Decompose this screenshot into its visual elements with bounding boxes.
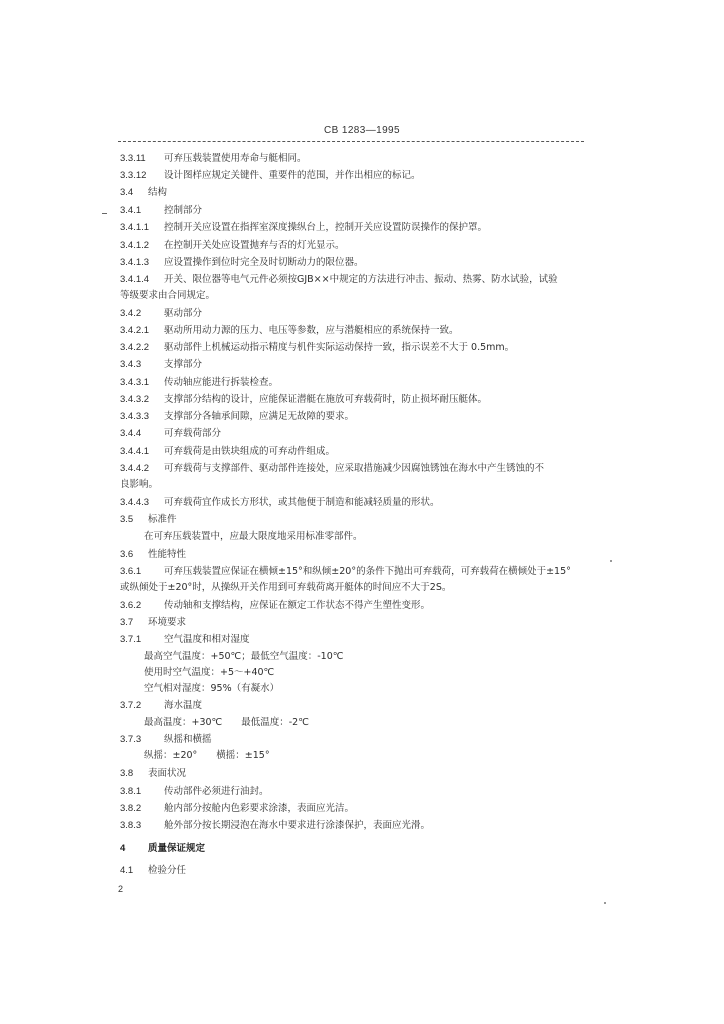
clause-text: 在控制开关处应设置抛弃与否的灯光显示。: [164, 240, 345, 251]
clause-line: [120, 359, 202, 371]
margin-mark: [102, 213, 107, 214]
clause-number: 3.8.2: [120, 803, 142, 814]
clause-line: [120, 734, 212, 746]
clause-text: 舱外部分按长期浸泡在海水中要求进行涂漆保护，表面应光滑。: [164, 820, 431, 831]
clause-number: 3.7: [120, 617, 134, 628]
clause-text: 支撑部分各轴承间隙，应满足无故障的要求。: [164, 411, 355, 422]
clause-text: 应设置操作到位时完全及时切断动力的限位器。: [164, 257, 364, 268]
clause-text: 可弃压载装置使用寿命与艇相同。: [164, 153, 307, 164]
clause-number: 3.4.1.3: [120, 257, 150, 268]
clause-number: 3.8: [120, 768, 134, 779]
clause-text: 传动轴和支撑结构，应保证在额定工作状态不得产生塑性变形。: [164, 600, 431, 611]
clause-number: 3.8.1: [120, 786, 142, 797]
clause-line: [120, 865, 186, 877]
clause-number: 3.5: [120, 514, 134, 525]
clause-number: 3.4.1.1: [120, 222, 150, 233]
clause-line: [120, 308, 202, 320]
clause-text: 可弃载荷是由铁块组成的可弃动件组成。: [164, 446, 336, 457]
clause-text: 标准件: [148, 514, 177, 525]
clause-text: 驱动部件上机械运动指示精度与机件实际运动保持一致，指示误差不大于 0.5mm。: [164, 342, 515, 353]
clause-number: 3.7.3: [120, 734, 142, 745]
clause-number: 3.4.1: [120, 205, 142, 216]
clause-number: 3.6.2: [120, 600, 142, 611]
clause-text: 在可弃压载装置中，应最大限度地采用标准零部件。: [144, 531, 363, 542]
clause-number: 3.7.2: [120, 700, 142, 711]
clause-text: 最高空气温度：+50℃；最低空气温度：-10℃: [144, 651, 344, 662]
clause-line: [120, 463, 544, 475]
clause-line: [120, 428, 221, 440]
clause-number: 3.6: [120, 549, 134, 560]
clause-line: [120, 205, 202, 217]
standard-code: CB 1283—1995: [324, 125, 400, 136]
clause-line: [120, 843, 205, 855]
header-rule: [118, 141, 584, 142]
clause-text: 使用时空气温度：+5～+40℃: [144, 667, 275, 678]
clause-number: 3.4.3.3: [120, 411, 150, 422]
clause-text: 控制部分: [164, 205, 203, 216]
clause-number: 3.4.3.1: [120, 377, 150, 388]
page-number: 2: [118, 884, 124, 894]
clause-line: [120, 446, 335, 458]
clause-text: 设计图样应规定关键件、重要件的范围，并作出相应的标记。: [164, 170, 421, 181]
clause-text: 环境要求: [148, 617, 187, 628]
clause-text: 良影响。: [120, 479, 159, 490]
clause-line: [120, 153, 307, 165]
clause-number: 3.4.2.2: [120, 342, 150, 353]
clause-text: 或纵倾处于±20°时，从操纵开关作用到可弃载荷离开艇体的时间应不大于2S。: [120, 582, 452, 593]
clause-number: 3.4.4: [120, 428, 142, 439]
continuation-line: [144, 717, 309, 729]
clause-line: [120, 514, 177, 526]
continuation-line: [120, 290, 215, 302]
clause-line: [120, 820, 430, 832]
clause-line: [120, 187, 167, 199]
clause-number: 3.8.3: [120, 820, 142, 831]
clause-text: 空气相对湿度：95%（有凝水）: [144, 683, 280, 694]
clause-number: 3.3.12: [120, 170, 147, 181]
continuation-line: [144, 683, 279, 695]
clause-text: 可弃载荷部分: [164, 428, 222, 439]
clause-number: 3.4.3: [120, 359, 142, 370]
continuation-line: [144, 667, 274, 679]
clause-text: 支撑部分结构的设计，应能保证潜艇在施放可弃载荷时，防止损坏耐压艇体。: [164, 394, 488, 405]
clause-number: 3.6.1: [120, 566, 142, 577]
clause-line: [120, 411, 354, 423]
clause-text: 驱动所用动力源的压力、电压等参数，应与潜艇相应的系统保持一致。: [164, 325, 459, 336]
clause-text: 最高温度：+30℃ 最低温度：-2℃: [144, 717, 309, 728]
clause-number: 3.4.2: [120, 308, 142, 319]
continuation-line: [144, 651, 343, 663]
clause-line: [120, 325, 459, 337]
clause-number: 3.4.2.1: [120, 325, 150, 336]
clause-line: [120, 803, 354, 815]
continuation-line: [120, 479, 158, 491]
clause-text: 检验分任: [148, 865, 187, 876]
clause-line: [120, 240, 345, 252]
clause-number: 3.4.4.3: [120, 497, 150, 508]
clause-number: 4: [120, 843, 126, 854]
clause-number: 3.4.1.2: [120, 240, 150, 251]
clause-line: [120, 700, 202, 712]
clause-text: 空气温度和相对湿度: [164, 634, 250, 645]
clause-line: [120, 377, 278, 389]
clause-text: 传动轴应能进行拆装检查。: [164, 377, 279, 388]
clause-number: 3.4.4.1: [120, 446, 150, 457]
clause-line: [120, 768, 186, 780]
clause-number: 3.4.3.2: [120, 394, 150, 405]
clause-number: 3.4: [120, 187, 134, 198]
clause-line: [120, 497, 440, 509]
clause-text: 可弃载荷宜作成长方形状，或其他便于制造和能减轻质量的形状。: [164, 497, 440, 508]
clause-number: 3.4.4.2: [120, 463, 150, 474]
continuation-line: [144, 750, 270, 762]
clause-line: [120, 274, 558, 286]
clause-text: 可弃压载装置应保证在横倾±15°和纵倾±20°的条件下抛出可弃载荷，可弃载荷在横倾处于±15°: [164, 566, 571, 577]
clause-text: 纵摇和横摇: [164, 734, 212, 745]
clause-number: 3.4.1.4: [120, 274, 150, 285]
clause-text: 纵摇：±20° 横摇：±15°: [144, 750, 270, 761]
clause-text: 等级要求由合同规定。: [120, 290, 216, 301]
clause-line: [120, 566, 571, 578]
clause-text: 可弃载荷与支撑部件、驱动部件连接处，应采取措施减少因腐蚀锈蚀在海水中产生锈蚀的不: [164, 463, 545, 474]
clause-text: 传动部件必须进行油封。: [164, 786, 269, 797]
scan-speck: [610, 560, 612, 562]
clause-text: 控制开关应设置在指挥室深度操纵台上，控制开关应设置防误操作的保护罩。: [164, 222, 488, 233]
clause-text: 开关、限位器等电气元件必须按GJB××中规定的方法进行冲击、振动、热雾、防水试验，试验: [164, 274, 558, 285]
clause-text: 表面状况: [148, 768, 187, 779]
clause-line: [120, 617, 186, 629]
clause-text: 性能特性: [148, 549, 187, 560]
clause-line: [120, 634, 250, 646]
clause-text: 结构: [148, 187, 168, 198]
clause-text: 质量保证规定: [148, 843, 206, 854]
clause-line: [120, 600, 430, 612]
clause-line: [120, 786, 269, 798]
clause-text: 舱内部分按舱内色彩要求涂漆，表面应光洁。: [164, 803, 355, 814]
clause-text: 支撑部分: [164, 359, 203, 370]
clause-line: [120, 342, 514, 354]
clause-line: [120, 257, 364, 269]
clause-line: [120, 394, 487, 406]
continuation-line: [144, 531, 363, 543]
clause-text: 驱动部分: [164, 308, 203, 319]
clause-line: [120, 222, 487, 234]
continuation-line: [120, 582, 451, 594]
clause-number: 3.3.11: [120, 153, 146, 164]
clause-number: 3.7.1: [120, 634, 142, 645]
clause-line: [120, 549, 186, 561]
clause-line: [120, 170, 421, 182]
clause-text: 海水温度: [164, 700, 203, 711]
scan-speck: [604, 902, 606, 904]
clause-number: 4.1: [120, 865, 134, 876]
